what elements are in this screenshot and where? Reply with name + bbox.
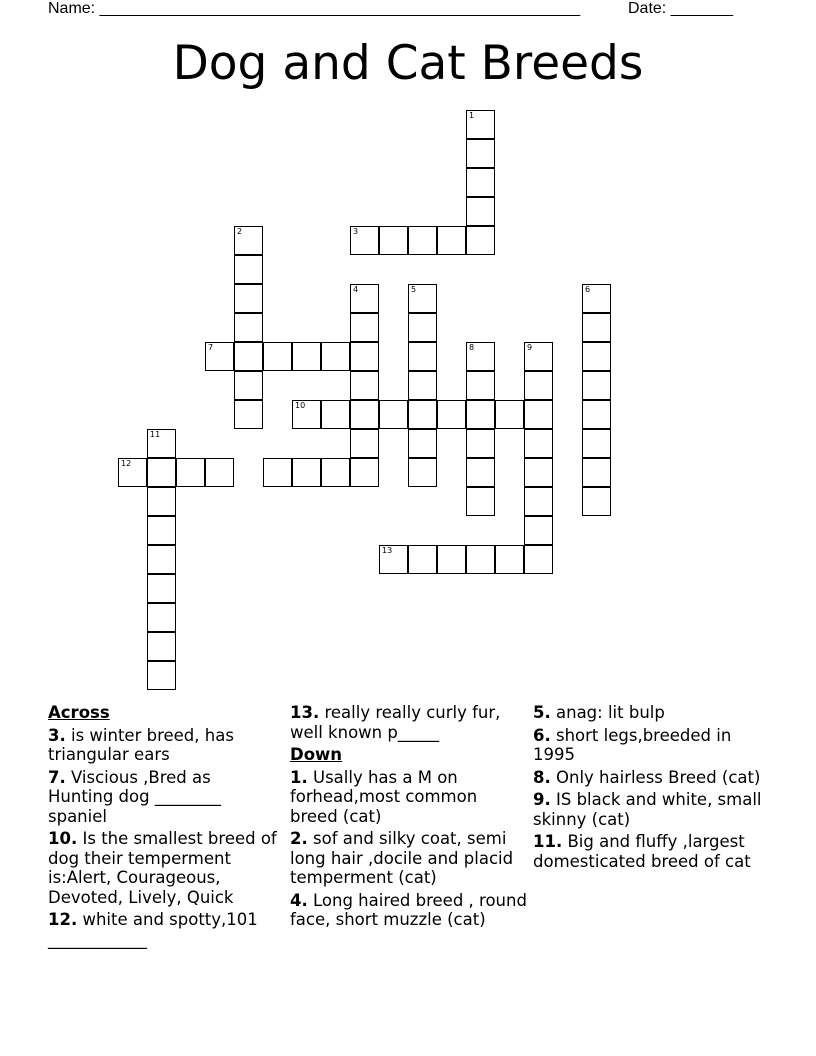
crossword-cell[interactable] xyxy=(524,371,553,400)
crossword-cell[interactable] xyxy=(234,371,263,400)
crossword-cell[interactable] xyxy=(263,458,292,487)
cell-number: 6 xyxy=(585,285,591,294)
crossword-cell[interactable] xyxy=(408,342,437,371)
crossword-cell[interactable] xyxy=(147,516,176,545)
cell-number: 13 xyxy=(382,546,393,555)
clue-number: 11. xyxy=(533,832,563,851)
crossword-cell[interactable] xyxy=(582,284,611,313)
clue-number: 9. xyxy=(533,790,551,809)
crossword-cell[interactable] xyxy=(524,487,553,516)
crossword-cell[interactable] xyxy=(147,487,176,516)
crossword-cell[interactable] xyxy=(466,458,495,487)
clues-column-2 xyxy=(290,703,530,933)
clue-down-4 xyxy=(290,891,530,930)
crossword-cell[interactable] xyxy=(350,226,379,255)
across-heading: Across xyxy=(48,703,110,722)
cell-number: 1 xyxy=(469,111,475,120)
clue-text: IS black and white, small skinny (cat) xyxy=(533,790,762,829)
crossword-cell[interactable] xyxy=(524,400,553,429)
crossword-cell[interactable] xyxy=(379,226,408,255)
clue-number: 6. xyxy=(533,725,551,745)
clue-number: 8. xyxy=(533,767,551,787)
crossword-cell[interactable] xyxy=(205,342,234,371)
crossword-cell[interactable] xyxy=(466,110,495,139)
crossword-cell[interactable] xyxy=(176,458,205,487)
crossword-cell[interactable] xyxy=(350,284,379,313)
crossword-cell[interactable] xyxy=(292,342,321,371)
clue-down-11 xyxy=(533,832,773,871)
page-title: Dog and Cat Breeds xyxy=(172,36,644,91)
clue-across-3 xyxy=(48,726,280,765)
cell-number: 12 xyxy=(121,459,132,468)
clue-number: 13. xyxy=(290,703,320,722)
crossword-cell[interactable] xyxy=(466,342,495,371)
crossword-cell[interactable] xyxy=(582,342,611,371)
crossword-cell[interactable] xyxy=(466,487,495,516)
clue-number: 7. xyxy=(48,767,66,787)
clue-number: 10. xyxy=(48,829,78,848)
crossword-cell[interactable] xyxy=(350,429,379,458)
clue-text: Viscious ,Bred as Hunting dog ________ spaniel xyxy=(48,767,221,826)
crossword-cell[interactable] xyxy=(321,458,350,487)
clue-text: Big and fluffy ,largest domesticated breed of cat xyxy=(533,832,751,871)
clue-across-7 xyxy=(48,768,280,827)
cell-number: 4 xyxy=(353,285,359,294)
clue-number: 5. xyxy=(533,703,551,722)
clue-text: sof and silky coat, semi long hair ,docile and placid temperment (cat) xyxy=(290,829,514,887)
clue-across-13 xyxy=(290,703,530,742)
crossword-cell[interactable] xyxy=(205,458,234,487)
crossword-cell[interactable] xyxy=(582,458,611,487)
crossword-cell[interactable] xyxy=(350,371,379,400)
crossword-cell[interactable] xyxy=(147,429,176,458)
crossword-cell[interactable] xyxy=(466,400,495,429)
crossword-cell[interactable] xyxy=(466,139,495,168)
cell-number: 11 xyxy=(150,430,161,439)
crossword-cell[interactable] xyxy=(234,342,263,371)
cell-number: 8 xyxy=(469,343,475,352)
clue-across-10 xyxy=(48,829,280,907)
crossword-cell[interactable] xyxy=(408,429,437,458)
clues-column-3 xyxy=(533,703,773,874)
crossword-cell[interactable] xyxy=(582,371,611,400)
name-field[interactable]: Name: ______________________________________________________ xyxy=(48,0,581,17)
crossword-cell[interactable] xyxy=(524,545,553,574)
cell-number: 5 xyxy=(411,285,417,294)
clue-down-9 xyxy=(533,790,773,829)
clue-number: 4. xyxy=(290,890,308,910)
crossword-cell[interactable] xyxy=(379,545,408,574)
cell-number: 7 xyxy=(208,343,214,352)
crossword-cell[interactable] xyxy=(495,545,524,574)
clue-text: Long haired breed , round face, short muzzle (cat) xyxy=(290,890,527,929)
crossword-cell[interactable] xyxy=(524,342,553,371)
clue-across-12 xyxy=(48,910,280,949)
clue-text: anag: lit bulp xyxy=(556,703,665,722)
crossword-cell[interactable] xyxy=(437,545,466,574)
crossword-cell[interactable] xyxy=(147,458,176,487)
clue-text: short legs,breeded in 1995 xyxy=(533,725,732,764)
clue-text: is winter breed, has triangular ears xyxy=(48,725,234,764)
clue-text: Is the smallest breed of dog their temperment is:Alert, Courageous, Devoted, Lively, Quick xyxy=(48,829,277,907)
clue-number: 2. xyxy=(290,829,308,848)
crossword-cell[interactable] xyxy=(466,197,495,226)
clue-number: 12. xyxy=(48,910,78,929)
crossword-cell[interactable] xyxy=(350,458,379,487)
crossword-cell[interactable] xyxy=(350,400,379,429)
crossword-cell[interactable] xyxy=(147,661,176,690)
clue-down-1 xyxy=(290,768,530,827)
crossword-cell[interactable] xyxy=(147,545,176,574)
clue-down-8 xyxy=(533,768,773,788)
cell-number: 9 xyxy=(527,343,533,352)
date-field[interactable]: Date: _______ xyxy=(628,0,733,17)
crossword-cell[interactable] xyxy=(408,545,437,574)
crossword-cell[interactable] xyxy=(118,458,147,487)
crossword-cell[interactable] xyxy=(408,458,437,487)
cell-number: 2 xyxy=(237,227,243,236)
clue-text: Usally has a M on forhead,most common breed (cat) xyxy=(290,767,478,826)
crossword-cell[interactable] xyxy=(582,400,611,429)
clue-down-5 xyxy=(533,703,773,723)
clue-number: 1. xyxy=(290,767,308,787)
crossword-cell[interactable] xyxy=(321,400,350,429)
crossword-cell[interactable] xyxy=(234,226,263,255)
crossword-cell[interactable] xyxy=(234,313,263,342)
crossword-cell[interactable] xyxy=(408,400,437,429)
clue-text: really really curly fur, well known p_____ xyxy=(290,703,501,742)
crossword-cell[interactable] xyxy=(147,603,176,632)
crossword-cell[interactable] xyxy=(408,284,437,313)
crossword-cell[interactable] xyxy=(524,429,553,458)
clue-down-2 xyxy=(290,829,530,888)
crossword-cell[interactable] xyxy=(466,371,495,400)
crossword-cell[interactable] xyxy=(292,458,321,487)
clue-down-6 xyxy=(533,726,773,765)
cell-number: 10 xyxy=(295,401,306,410)
crossword-cell[interactable] xyxy=(147,632,176,661)
crossword-cell[interactable] xyxy=(263,342,292,371)
cell-number: 3 xyxy=(353,227,359,236)
crossword-cell[interactable] xyxy=(234,284,263,313)
crossword-cell[interactable] xyxy=(582,313,611,342)
crossword-cell[interactable] xyxy=(524,516,553,545)
crossword-cell[interactable] xyxy=(147,574,176,603)
clue-number: 3. xyxy=(48,725,66,745)
crossword-cell[interactable] xyxy=(379,400,408,429)
clue-text: white and spotty,101 ____________ xyxy=(48,910,258,949)
crossword-cell[interactable] xyxy=(408,371,437,400)
crossword-cell[interactable] xyxy=(408,313,437,342)
crossword-cell[interactable] xyxy=(234,400,263,429)
clues-column-1 xyxy=(48,703,280,952)
crossword-cell[interactable] xyxy=(408,226,437,255)
crossword-cell[interactable] xyxy=(321,342,350,371)
crossword-cell[interactable] xyxy=(350,342,379,371)
down-heading: Down xyxy=(290,745,343,764)
crossword-cell[interactable] xyxy=(466,429,495,458)
crossword-cell[interactable] xyxy=(582,429,611,458)
crossword-cell[interactable] xyxy=(524,458,553,487)
crossword-cell[interactable] xyxy=(466,545,495,574)
clue-text: Only hairless Breed (cat) xyxy=(556,767,761,787)
crossword-cell[interactable] xyxy=(437,226,466,255)
crossword-cell[interactable] xyxy=(292,400,321,429)
crossword-cell[interactable] xyxy=(466,168,495,197)
crossword-cell[interactable] xyxy=(350,313,379,342)
crossword-cell[interactable] xyxy=(495,400,524,429)
crossword-cell[interactable] xyxy=(437,400,466,429)
crossword-cell[interactable] xyxy=(582,487,611,516)
crossword-cell[interactable] xyxy=(234,255,263,284)
crossword-cell[interactable] xyxy=(466,226,495,255)
